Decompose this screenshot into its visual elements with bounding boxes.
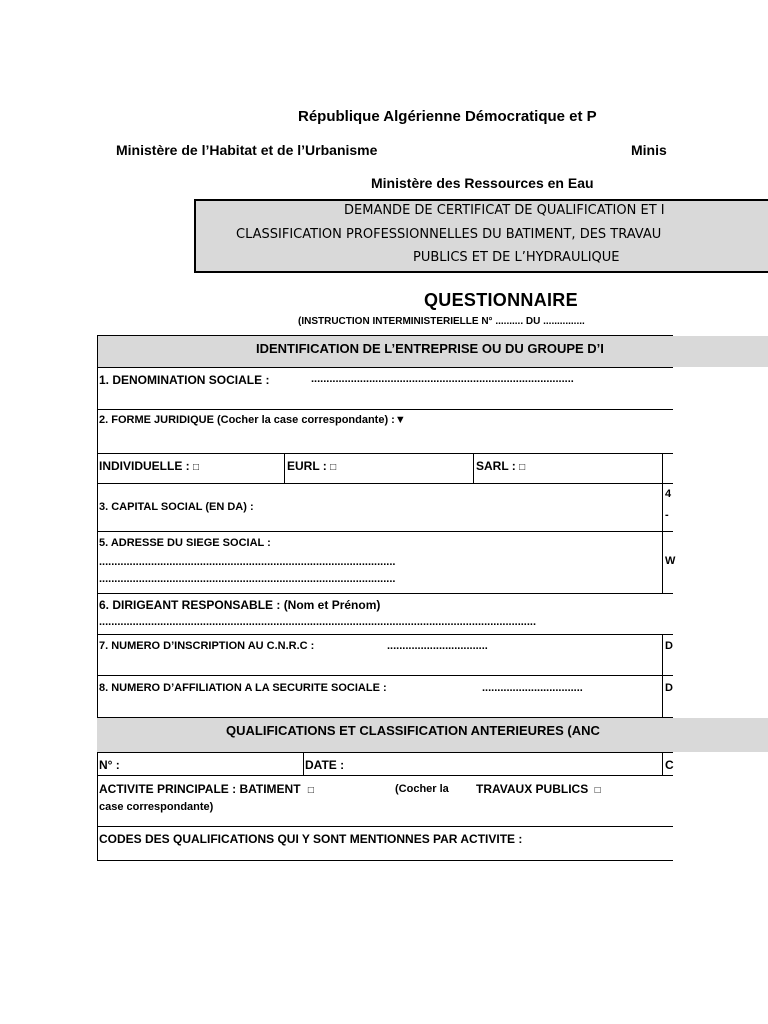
sarl-checkbox[interactable]: □: [519, 462, 526, 473]
table-border: [662, 752, 663, 776]
individuelle-checkbox[interactable]: □: [193, 462, 200, 473]
table-border: [284, 453, 285, 484]
sarl-label: SARL :: [476, 459, 516, 473]
table-border: [97, 826, 673, 827]
capital-right-partial-1: 4: [665, 488, 672, 500]
date-label: DATE :: [305, 758, 345, 772]
page-title: QUESTIONNAIRE: [424, 290, 578, 310]
denomination-label: 1. DENOMINATION SOCIALE :: [99, 373, 270, 387]
codes-qualifications-label: CODES DES QUALIFICATIONS QUI Y SONT MENTIONNES PAR ACTIVITE :: [99, 832, 523, 846]
arrow-down-icon: ▼: [394, 414, 406, 426]
table-border: [97, 335, 98, 861]
numero-label: N° :: [99, 758, 120, 772]
ministry-habitat-heading: Ministère de l’Habitat et de l’Urbanisme: [116, 142, 378, 158]
sarl-option[interactable]: [476, 459, 525, 473]
individuelle-label: INDIVIDUELLE :: [99, 459, 190, 473]
eurl-checkbox[interactable]: □: [330, 462, 337, 473]
table-border: [97, 775, 673, 776]
travaux-publics-checkbox[interactable]: □: [594, 785, 601, 796]
table-border: [662, 453, 663, 594]
section-qualifications-title: QUALIFICATIONS ET CLASSIFICATION ANTERIEURES (ANC: [226, 723, 600, 738]
securite-sociale-label: 8. NUMERO D’AFFILIATION A LA SECURITE SOCIALE :: [99, 682, 387, 694]
cocher-hint-2: case correspondante): [99, 801, 214, 813]
individuelle-option[interactable]: [99, 459, 199, 473]
section-identification-title: IDENTIFICATION DE L’ENTREPRISE OU DU GROUPE D’I: [256, 341, 604, 356]
securite-sociale-field[interactable]: .................................: [482, 682, 583, 694]
activite-principale-option[interactable]: [99, 782, 314, 796]
adresse-right-partial: W: [665, 555, 676, 567]
demande-line-2: CLASSIFICATION PROFESSIONNELLES DU BATIMENT, DES TRAVAU: [236, 227, 662, 242]
travaux-publics-label: TRAVAUX PUBLICS: [476, 782, 589, 796]
ministry-right-heading: Minis: [631, 142, 667, 158]
numero-right-partial: C: [665, 758, 674, 772]
table-border: [473, 453, 474, 484]
table-border: [97, 453, 673, 454]
demande-line-3: PUBLICS ET DE L’HYDRAULIQUE: [413, 250, 620, 265]
ministry-eau-heading: Ministère des Ressources en Eau: [371, 175, 594, 191]
forme-juridique-label: [99, 414, 406, 426]
table-border: [662, 634, 663, 718]
cnrc-label: 7. NUMERO D’INSCRIPTION AU C.N.R.C :: [99, 640, 315, 652]
table-border: [97, 752, 673, 753]
table-border: [97, 634, 673, 635]
table-border: [303, 752, 304, 776]
table-border: [97, 531, 673, 532]
table-border: [97, 483, 673, 484]
section-identification-heading: [97, 336, 768, 367]
demande-title-box: [194, 199, 768, 273]
adresse-field-line-2[interactable]: .................................................................................................: [99, 573, 396, 585]
eurl-label: EURL :: [287, 459, 327, 473]
table-border: [97, 675, 673, 676]
table-border: [97, 335, 673, 336]
adresse-label: 5. ADRESSE DU SIEGE SOCIAL :: [99, 537, 271, 549]
securite-sociale-right-partial: D: [665, 682, 673, 694]
capital-social-label: 3. CAPITAL SOCIAL (EN DA) :: [99, 501, 254, 513]
table-border: [97, 593, 673, 594]
republic-heading: République Algérienne Démocratique et P: [298, 108, 597, 125]
travaux-publics-option[interactable]: [476, 782, 601, 796]
table-border: [97, 860, 673, 861]
cocher-hint-1: (Cocher la: [395, 783, 449, 795]
dirigeant-field[interactable]: ...............................................................................................................................................: [99, 616, 537, 628]
dirigeant-label: 6. DIRIGEANT RESPONSABLE : (Nom et Prénom): [99, 598, 381, 612]
adresse-field-line-1[interactable]: .................................................................................................: [99, 556, 396, 568]
forme-juridique-text: 2. FORME JURIDIQUE (Cocher la case correspondante) :: [99, 414, 395, 426]
section-qualifications-heading: [97, 718, 768, 752]
capital-right-partial-2: -: [665, 509, 669, 521]
denomination-field[interactable]: ......................................................................................: [311, 373, 574, 385]
table-border: [97, 367, 673, 368]
activite-principale-label: ACTIVITE PRINCIPALE : BATIMENT: [99, 782, 301, 796]
instruction-reference: (INSTRUCTION INTERMINISTERIELLE N° .......... DU ...............: [298, 316, 585, 327]
batiment-checkbox[interactable]: □: [307, 785, 314, 796]
cnrc-right-partial: D: [665, 640, 673, 652]
demande-line-1: DEMANDE DE CERTIFICAT DE QUALIFICATION ET I: [344, 203, 665, 218]
eurl-option[interactable]: [287, 459, 336, 473]
table-border: [97, 409, 673, 410]
cnrc-field[interactable]: .................................: [387, 640, 488, 652]
